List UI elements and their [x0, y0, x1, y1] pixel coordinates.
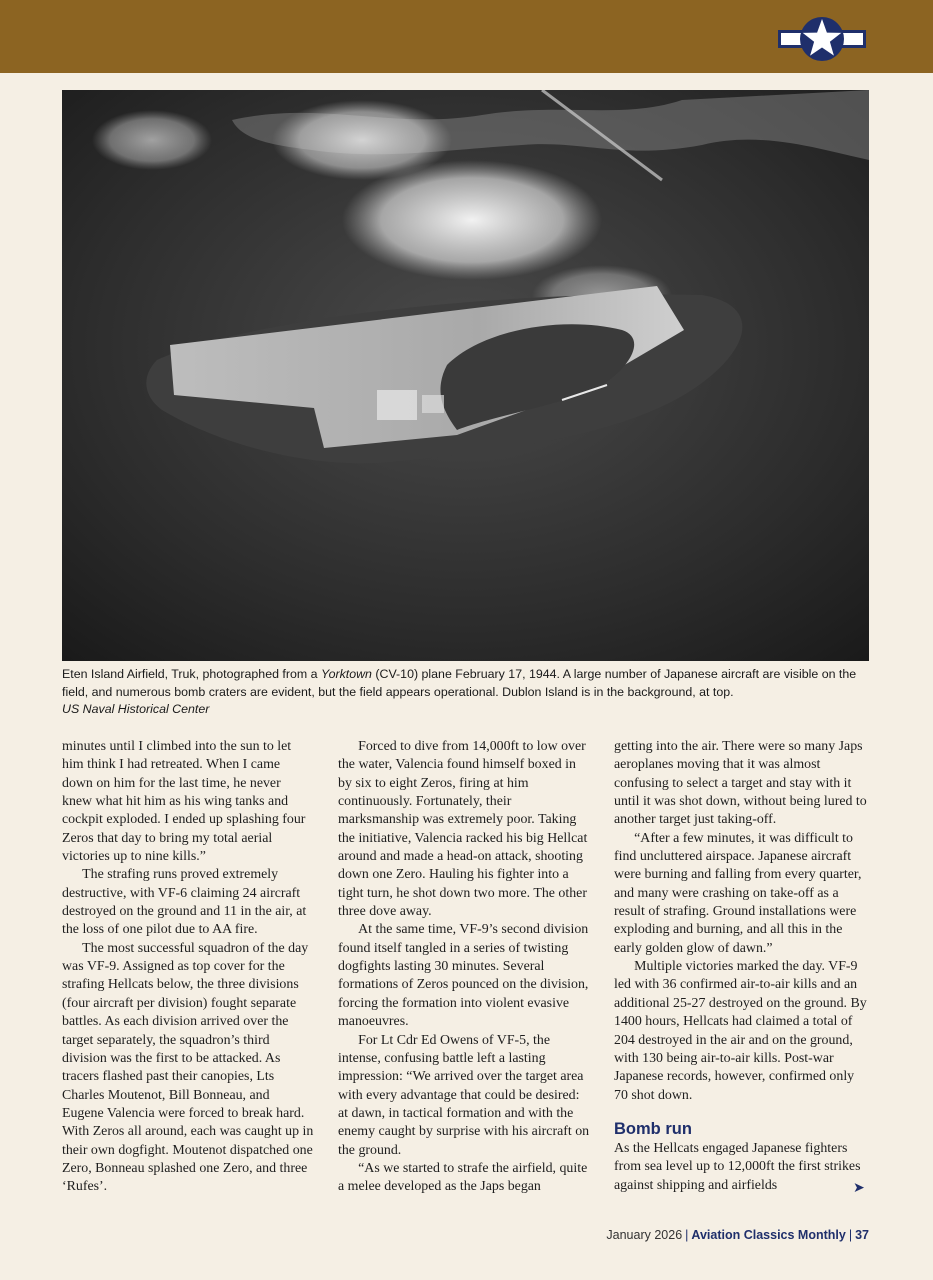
paragraph: As the Hellcats engaged Japanese fighters from sea level up to 12,000ft the first strikes against shipping and airfields [614, 1140, 861, 1193]
photo-credit: US Naval Historical Center [62, 702, 210, 716]
article-column-3 [614, 738, 869, 1195]
paragraph: “As we started to strafe the airfield, quite a melee developed as the Japs began [338, 1160, 588, 1195]
paragraph: minutes until I climbed into the sun to let him think I had retreated. When I came down on him for the last time, he never knew what hit him as his wing tanks and cockpit exploded. I ended up splashing four Zeros that day to bring my total aerial victories up to nine kills.” [62, 739, 306, 865]
photo-caption [62, 666, 869, 719]
aerial-airfield-photo [62, 90, 869, 661]
paragraph: At the same time, VF-9’s second division found itself tangled in a series of twisting dogfights lasting 30 minutes. Several formations of Zeros pounced on the division, forcing the formation into violent evasive manoeuvres. [338, 922, 589, 1030]
caption-ship-name: Yorktown [320, 667, 372, 681]
us-star-roundel-icon [775, 16, 869, 64]
continue-arrow-icon: ➤ [853, 1180, 865, 1196]
paragraph: getting into the air. There were so many Japs aeroplanes moving that it was almost confusing to select a target and stay with it until it was shot down, without being lured to another target just taking-off. [614, 739, 867, 828]
article-column-2 [338, 738, 590, 1197]
paragraph: Forced to dive from 14,000ft to low over the water, Valencia found himself boxed in by six to eight Zeros, firing at him continuously. Fortunately, their marksmanship was extremely poor. Taking the initiative, Valencia racked his big Hellcat around and made a head-on attack, shooting down one Zero. Hauling his fighter into a tight turn, he shot down two more. The other three dove away. [338, 739, 588, 920]
section-subheading: Bomb run [614, 1119, 692, 1138]
paragraph: The strafing runs proved extremely destructive, with VF-6 claiming 24 aircraft destroyed on the ground and 11 in the air, at the loss of one pilot due to AA fire. [62, 867, 307, 938]
footer-separator: | [685, 1228, 689, 1242]
paragraph: The most successful squadron of the day was VF-9. Assigned as top cover for the strafing Hellcats below, the three divisions (four aircraft per division) fought separate battles. As each division arrived over the target separately, the squadron’s third division was the first to be attacked. As tracers flashed past their canopies, Lts Charles Moutenot, Bill Bonneau, and Eugene Valencia were forced to break hard. With Zeros all around, each was caught up in their own dogfight. Moutenot dispatched one Zero, Bonneau splashed one Zero, and three ‘Rufes’. [62, 940, 314, 1195]
caption-text: Eten Island Airfield, Truk, photographed from a [62, 667, 321, 681]
issue-date: January 2026 [606, 1228, 683, 1242]
paragraph: Multiple victories marked the day. VF-9 led with 36 confirmed air-to-air kills and an additional 25-27 destroyed on the ground. By 1400 hours, Hellcats had claimed a total of 204 destroyed in the air and on the ground, with 130 being air-to-air kills. Post-war Japanese records, however, confirmed only 70 shot down. [614, 959, 867, 1103]
page-footer [606, 1228, 869, 1242]
magazine-title: Aviation Classics Monthly [691, 1228, 846, 1242]
paragraph: “After a few minutes, it was difficult to find uncluttered airspace. Japanese aircraft were burning and falling from every quarter, and many were crashing on take-off as a result of strafing. Ground installations were exploding and burning, and all this in the early golden glow of dawn.” [614, 830, 862, 956]
caption-text-end: (CV-10) plane February 17, 1944. A large number of Japanese aircraft are visible on the field, and numerous bomb craters are evident, but the field appears operational. Dublon Island is in the background, at top. [62, 667, 857, 699]
paragraph: For Lt Cdr Ed Owens of VF-5, the intense, confusing battle left a lasting impression: “We arrived over the target area with every advantage that could be desired: at dawn, in tactical formation and with the enemy caught by surprise with his aircraft on the ground. [338, 1032, 590, 1158]
article-column-1 [62, 738, 314, 1197]
footer-separator: | [848, 1228, 853, 1242]
page-number: 37 [855, 1228, 869, 1242]
